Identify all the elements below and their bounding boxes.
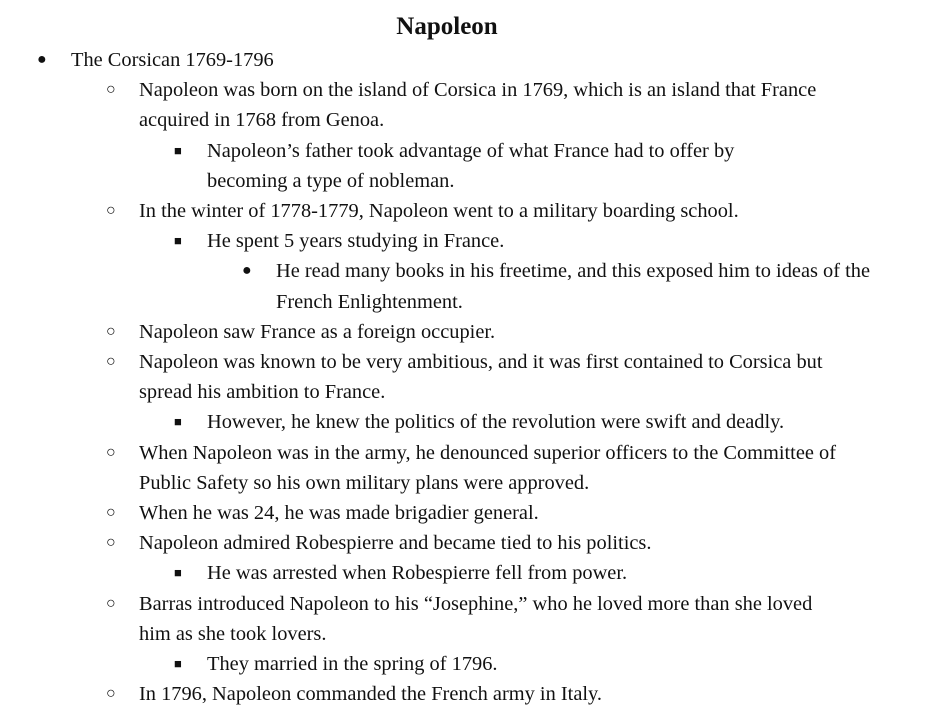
outline-item — [0, 136, 807, 196]
outline-item-text: When Napoleon was in the army, he denounced superior officers to the Committee of Public Safety so his own military plans were approved. — [139, 441, 837, 494]
outline-item-text: When he was 24, he was made brigadier general. — [139, 502, 539, 525]
outline-item — [0, 649, 807, 679]
outline-item-text: He read many books in his freetime, and this exposed him to ideas of the French Enlightenment. — [276, 260, 871, 313]
outline-item-text: Napoleon saw France as a foreign occupier. — [139, 320, 496, 343]
hollow-circle-bullet-icon: ○ — [106, 534, 116, 552]
outline-item — [0, 528, 839, 558]
outline-item-text: The Corsican 1769-1796 — [71, 49, 274, 71]
outline-item-text: He was arrested when Robespierre fell from power. — [207, 562, 628, 585]
square-bullet-icon: ■ — [174, 414, 182, 430]
bullet-outline — [0, 45, 937, 709]
outline-item-text: He spent 5 years studying in France. — [207, 230, 505, 253]
outline-item — [0, 75, 839, 135]
hollow-circle-bullet-icon: ○ — [106, 322, 116, 340]
outline-item-text: In the winter of 1778-1779, Napoleon went to a military boarding school. — [139, 200, 739, 223]
outline-item-text: Napoleon was known to be very ambitious, and it was first contained to Corsica but spread his ambition to France. — [139, 351, 823, 404]
square-bullet-icon: ■ — [174, 565, 182, 581]
square-bullet-icon: ■ — [174, 233, 182, 249]
hollow-circle-bullet-icon: ○ — [106, 81, 116, 99]
outline-item-text: They married in the spring of 1796. — [207, 653, 498, 676]
outline-item — [0, 589, 839, 649]
hollow-circle-bullet-icon: ○ — [106, 443, 116, 461]
outline-item-text: Barras introduced Napoleon to his “Josephine,” who he loved more than she loved him as she took lovers. — [139, 592, 813, 645]
square-bullet-icon: ■ — [174, 656, 182, 672]
outline-item-text: In 1796, Napoleon commanded the French army in Italy. — [139, 683, 603, 706]
outline-item — [0, 438, 839, 498]
outline-item — [0, 679, 839, 709]
hollow-circle-bullet-icon: ○ — [106, 504, 116, 522]
outline-item — [0, 226, 807, 256]
outline-item — [0, 407, 807, 437]
hollow-circle-bullet-icon: ○ — [106, 202, 116, 220]
outline-item — [0, 558, 807, 588]
document-title: Napoleon — [396, 13, 498, 40]
hollow-circle-bullet-icon: ○ — [106, 353, 116, 371]
outline-item-text: Napoleon was born on the island of Corsica in 1769, which is an island that France acquired in 1768 from Genoa. — [139, 79, 817, 132]
hollow-circle-bullet-icon: ○ — [106, 594, 116, 612]
outline-item-text: Napoleon’s father took advantage of what France had to offer by becoming a type of nobleman. — [207, 139, 735, 192]
hollow-circle-bullet-icon: ○ — [106, 685, 116, 703]
outline-item-text: Napoleon admired Robespierre and became tied to his politics. — [139, 532, 652, 555]
filled-circle-bullet-icon: ● — [37, 51, 47, 68]
outline-item — [0, 196, 839, 226]
outline-item — [0, 347, 839, 407]
outline-item — [0, 317, 839, 347]
outline-item — [0, 498, 839, 528]
outline-item — [0, 45, 891, 75]
outline-item — [0, 256, 886, 316]
square-bullet-icon: ■ — [174, 142, 182, 158]
outline-item-text: However, he knew the politics of the revolution were swift and deadly. — [207, 411, 785, 434]
filled-circle-bullet-icon: ● — [242, 262, 252, 280]
